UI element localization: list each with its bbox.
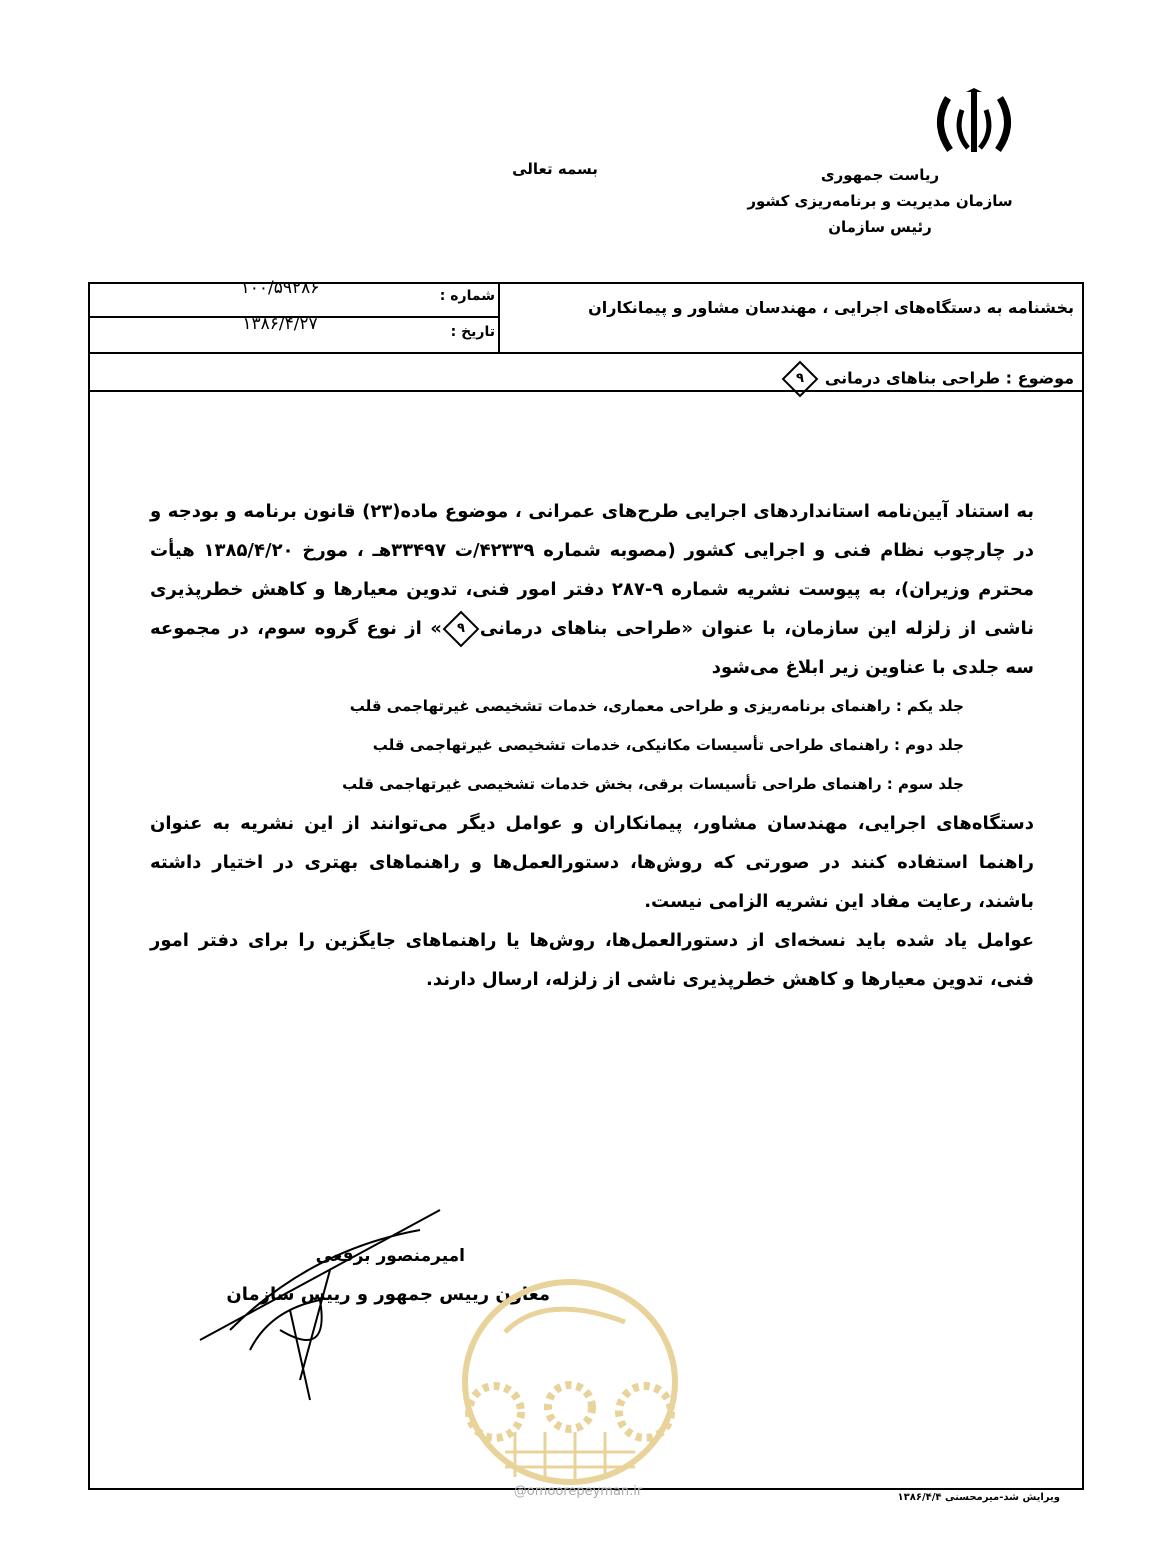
subject-badge <box>782 361 819 398</box>
organization-stamp <box>445 1272 695 1492</box>
subject-text: موضوع : طراحی بناهای درمانی <box>824 368 1074 388</box>
title-badge-number: ۹ <box>456 621 465 636</box>
number-label: شماره : <box>439 288 495 304</box>
letter-number: ۱۰۰/۵۹۲۸۶ <box>240 278 320 298</box>
edit-note: ویرایش شد-میرمحسنی ۱۳۸۶/۴/۴ <box>897 1492 1060 1503</box>
subject-badge-number: ۹ <box>796 371 805 386</box>
basmala: بسمه تعالی <box>512 160 598 178</box>
paragraph-1-end: » از نوع گروه سوم، در مجموعه سه جلدی با عناوین زیر ابلاغ می‌شود <box>150 618 1034 678</box>
org-line-2: سازمان مدیریت و برنامه‌ریزی کشور <box>747 192 1013 210</box>
signer-title: معاون رییس جمهور و رییس سازمان <box>226 1284 550 1305</box>
subject-line <box>374 366 1074 392</box>
paragraph-3: عوامل یاد شده باید نسخه‌ای از دستورالعمل‌ها، روش‌ها یا راهنماهای جایگزین را برای دفتر امور فنی، تدوین معیارها و کاهش خطرپذیری ناشی از زلزله، ارسال دارند. <box>150 930 1034 990</box>
date-label: تاریخ : <box>450 324 495 340</box>
number-column-divider <box>498 284 500 352</box>
organization-header <box>720 162 1040 240</box>
paragraph-2: دستگاه‌های اجرایی، مهندسان مشاور، پیمانکاران و عوامل دیگر می‌توانند از این نشریه به عنوان راهنما استفاده کنند در صورتی که روش‌ها، دستورالعمل‌ها و راهنماهای بهتری در اختیار داشته باشند، رعایت مفاد این نشریه الزامی نیست. <box>150 813 1034 912</box>
paragraph-1-text: به استناد آیین‌نامه استانداردهای اجرایی طرح‌های عمرانی ، موضوع ماده(۲۳) قانون برنامه و بودجه و در چارچوب نظام فنی و اجرایی کشور (مصوبه شماره ۴۲۳۳۹/ت ۳۳۴۹۷هـ ، مورخ ۱۳۸۵/۴/۲۰ هیأت محترم وزیران)، به پیوست نشریه شماره ۹-۲۸۷ دفتر امور فنی، تدوین معیارها و کاهش خطرپذیری ناشی از زلزله این سازمان، با عنوان «طراحی بناهای درمانی <box>150 501 1034 639</box>
org-line-1: ریاست جمهوری <box>820 166 940 184</box>
watermark: @omoorepeyman.ir <box>513 1484 643 1499</box>
letter-body <box>150 492 1034 999</box>
title-badge <box>443 611 480 648</box>
paragraph-1 <box>150 492 1034 687</box>
addressee: بخشنامه به دستگاه‌های اجرایی ، مهندسان مشاور و پیمانکاران <box>588 298 1074 317</box>
volume-1: جلد یکم : راهنمای برنامه‌ریزی و طراحی معماری، خدمات تشخیصی غیرتهاجمی قلب <box>349 697 964 715</box>
volume-3: جلد سوم : راهنمای طراحی تأسیسات برقی، بخش خدمات تشخیصی غیرتهاجمی قلب <box>342 775 964 793</box>
volume-2: جلد دوم : راهنمای طراحی تأسیسات مکانیکی، خدمات تشخیصی غیرتهاجمی قلب <box>372 736 964 754</box>
signer-name: امیرمنصور برقعی <box>315 1246 465 1266</box>
header-divider <box>90 352 1082 354</box>
iran-emblem-icon <box>928 88 1020 160</box>
letter-date: ۱۳۸۶/۴/۲۷ <box>242 314 318 334</box>
org-line-3: رئیس سازمان <box>828 218 932 236</box>
